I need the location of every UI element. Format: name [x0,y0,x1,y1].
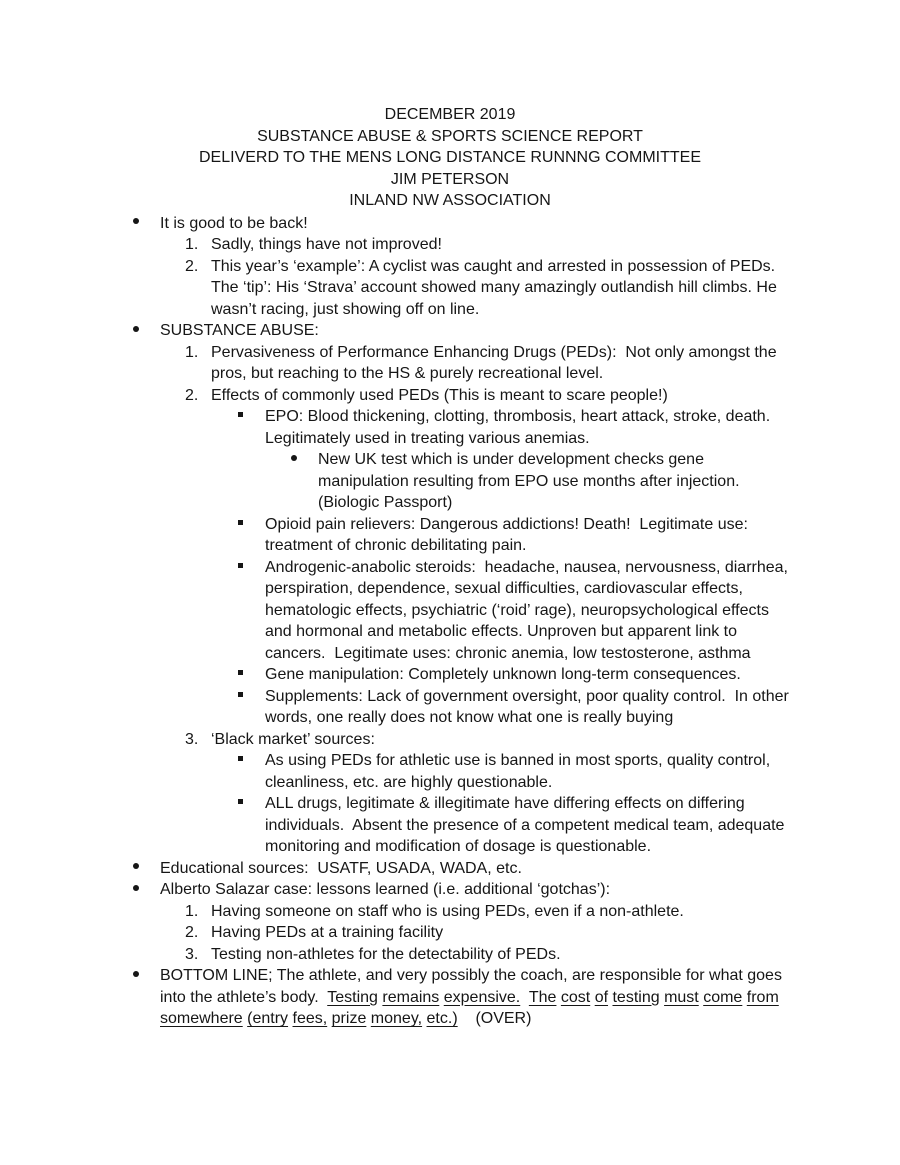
square-bullet-icon [238,793,243,815]
bullet-icon [133,320,139,342]
list-item [0,557,900,665]
list-item-text: It is good to be back! [160,214,308,232]
underlined-word: somewhere [160,1010,243,1027]
underlined-word: expensive. [443,988,521,1006]
bullet-icon [133,213,139,235]
list-number: 1. [185,343,199,361]
list-item [0,879,900,901]
list-number: 1. [185,902,199,920]
title-line-1: DECEMBER 2019 [384,106,516,123]
underlined-word: come [703,988,743,1006]
list-item-text: Sadly, things have not improved! [211,236,442,253]
title-line-4: JIM PETERSON [390,170,510,188]
list-item [0,385,900,407]
list-item [0,793,900,858]
square-bullet-icon [238,557,243,579]
list-item-text: Androgenic-anabolic steroids: headache, nausea, nervousness, diarrhea, perspiration, dependence, sexual difficulties, cardiovascular effects, hematologic effects, psychiatric (‘roid’ rage), neuropsychological effects and hormonal and metabolic effects. Unproven but apparent link to cancers. Legitimate uses: chronic anemia, low testosterone, asthma [265,558,793,662]
underlined-word: (entry [247,1010,289,1027]
square-bullet-icon [238,514,243,536]
list-item [0,686,900,729]
list-number: 3. [185,945,199,963]
document-body [0,213,900,1030]
list-item [0,449,900,514]
list-item [0,342,900,385]
list-item-text: This year’s ‘example’: A cyclist was caught and arrested in possession of PEDs. The ‘tip’: His ‘Strava’ account showed many amazingly outlandish hill climbs. He wasn’t racing, just showing off on line. [211,257,782,318]
underlined-word: from [746,988,779,1006]
list-item [0,750,900,793]
list-item-text: Supplements: Lack of government oversight, poor quality control. In other words, one really does not know what one is really buying [265,687,794,726]
list-item-text: As using PEDs for athletic use is banned in most sports, quality control, cleanliness, etc. are highly questionable. [265,752,775,791]
list-number: 3. [185,730,199,748]
list-item-text: Effects of commonly used PEDs (This is meant to scare people!) [211,386,668,404]
underlined-word: money, [370,1010,423,1027]
list-item [0,729,900,751]
title-line-3: DELIVERD TO THE MENS LONG DISTANCE RUNNNG COMMITTEE [199,149,701,166]
list-item [0,901,900,923]
underlined-word: Testing [327,988,378,1006]
list-item [0,664,900,686]
list-item [0,406,900,449]
bullet-icon [133,858,139,880]
list-item-text: Pervasiveness of Performance Enhancing Drugs (PEDs): Not only amongst the pros, but reaching to the HS & purely recreational level. [211,343,782,382]
list-item-text: Gene manipulation: Completely unknown long-term consequences. [265,666,741,683]
list-item [0,965,900,1030]
list-item-text: Testing non-athletes for the detectability of PEDs. [211,945,561,963]
list-item [0,256,900,321]
square-bullet-icon [238,406,243,428]
list-number: 2. [185,924,199,941]
list-number: 2. [185,386,199,404]
underlined-word: The [528,988,557,1006]
list-item [0,514,900,557]
bullet-icon [133,965,139,987]
list-item-text: Alberto Salazar case: lessons learned (i.e. additional ‘gotchas’): [160,881,611,898]
list-number: 2. [185,257,199,275]
underlined-word: remains [382,988,440,1006]
list-item [0,320,900,342]
underlined-word: of [594,988,609,1006]
list-item-text: ‘Black market’ sources: [211,730,375,748]
list-item-text: Educational sources: USATF, USADA, WADA, etc. [160,859,522,877]
square-bullet-icon [238,664,243,686]
list-item-text: ALL drugs, legitimate & illegitimate have differing effects on differing individuals. Absent the presence of a competent medical team, adequate monitoring and modification of dosage is questionable. [265,795,789,855]
list-item [0,858,900,880]
list-item-text: Opioid pain relievers: Dangerous addictions! Death! Legitimate use: treatment of chronic debilitating pain. [265,515,753,554]
list-item-text: SUBSTANCE ABUSE: [160,322,319,339]
list-item [0,944,900,966]
bullet-icon [291,449,297,471]
document-header [0,0,900,212]
list-item-text: EPO: Blood thickening, clotting, thrombosis, heart attack, stroke, death. Legitimately used in treating various anemias. [265,408,775,447]
list-number: 1. [185,236,199,253]
underlined-word: must [664,988,699,1006]
underlined-word: testing [612,988,660,1006]
list-item-text: Having someone on staff who is using PEDs, even if a non-athlete. [211,902,684,920]
bullet-icon [133,879,139,901]
list-item [0,234,900,256]
list-item-text: BOTTOM LINE; The athlete, and very possibly the coach, are responsible for what goes into the athlete’s body. Testing remains expensive. The cost of testing must come from somewhere (entry fees, prize money, etc.) (OVER) [160,967,787,1027]
underlined-word: fees, [292,1010,328,1027]
underlined-word: prize [331,1010,367,1027]
list-item-text: New UK test which is under development checks gene manipulation resulting from EPO use months after injection. (Biologic Passport) [318,451,744,511]
list-item [0,922,900,944]
square-bullet-icon [238,686,243,708]
underlined-word: cost [560,988,591,1006]
title-line-5: INLAND NW ASSOCIATION [349,192,551,209]
list-item [0,213,900,235]
title-line-2: SUBSTANCE ABUSE & SPORTS SCIENCE REPORT [257,127,643,145]
underlined-word: etc.) [426,1010,458,1027]
square-bullet-icon [238,750,243,772]
list-item-text: Having PEDs at a training facility [211,924,444,941]
